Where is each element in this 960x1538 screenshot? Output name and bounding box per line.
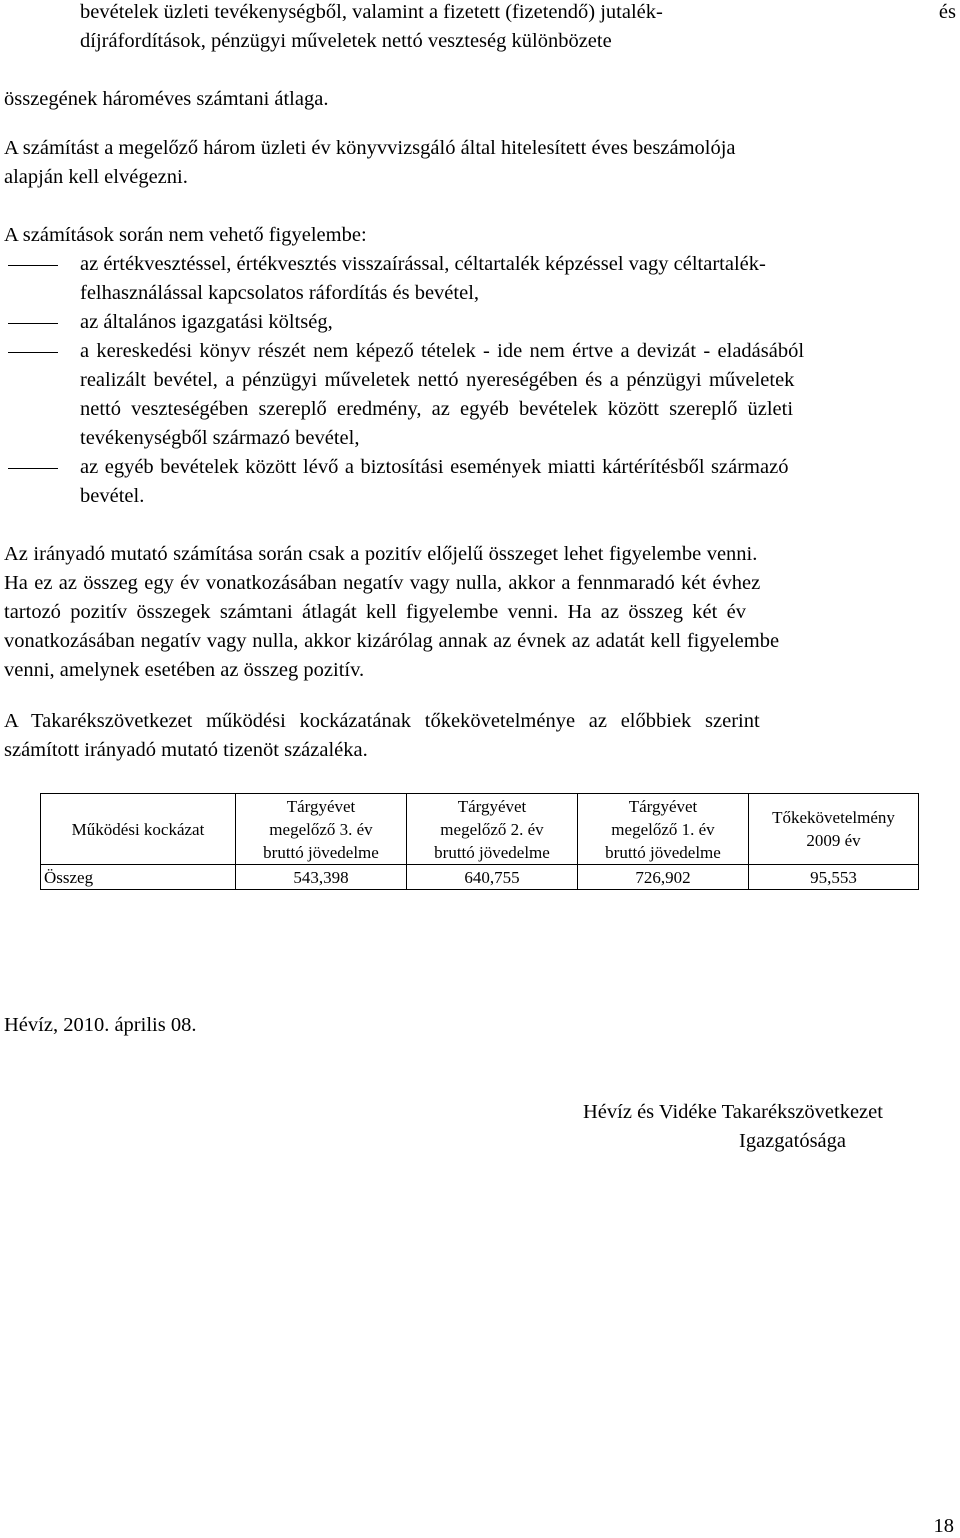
paragraph-3-line-2: Ha ez az összeg egy év vonatkozásában negatív vagy nulla, akkor a fennmaradó két évhez <box>4 572 761 594</box>
cell-year-minus-1: 726,902 <box>578 865 749 890</box>
header-year-minus-2-line-1: Tárgyévet <box>457 796 527 816</box>
exclusion-item-3-line-4: tevékenységből származó bevétel, <box>80 427 360 449</box>
header-year-minus-3 <box>236 794 407 865</box>
page-number: 18 <box>933 1515 954 1537</box>
paragraph-3-line-5: venni, amelynek esetében az összeg pozitív. <box>4 659 365 681</box>
header-year-minus-3-line-2: megelőző 3. év <box>269 819 373 839</box>
paragraph-4-line-2: számított irányadó mutató tizenöt százaléka. <box>4 739 368 761</box>
table-header-row <box>41 794 919 865</box>
exclusion-item-1-line-1: az értékvesztéssel, értékvesztés visszaírással, céltartalék képzéssel vagy céltartalék- <box>80 253 766 275</box>
signature-organization: Hévíz és Vidéke Takarékszövetkezet <box>583 1101 883 1123</box>
cell-capital-requirement: 95,553 <box>749 865 919 890</box>
paragraph-3-line-1: Az irányadó mutató számítása során csak a pozitív előjelű összeget lehet figyelembe venni. <box>4 543 758 565</box>
exclusions-intro: A számítások során nem vehető figyelembe: <box>4 224 367 246</box>
header-year-minus-3-line-1: Tárgyévet <box>286 796 356 816</box>
row-label-total: Összeg <box>41 865 236 890</box>
header-capital-requirement-line-2: 2009 év <box>806 831 861 850</box>
paragraph-3-line-3: tartozó pozitív összegek számtani átlagát kell figyelembe venni. Ha az összeg két év <box>4 601 747 623</box>
list-dash-3 <box>8 352 58 353</box>
cell-year-minus-3: 543,398 <box>236 865 407 890</box>
table-row <box>41 865 919 890</box>
list-dash-4 <box>8 468 58 469</box>
header-year-minus-2-line-3: bruttó jövedelme <box>434 842 550 862</box>
header-operational-risk: Működési kockázat <box>41 794 236 865</box>
exclusion-item-3-line-3: nettó veszteségében szereplő eredmény, az egyéb bevételek között szereplő üzleti <box>80 398 794 420</box>
exclusion-item-3-line-2: realizált bevétel, a pénzügyi műveletek nettó nyereségében és a pénzügyi műveletek <box>80 369 795 391</box>
paragraph-1-line-1-text: bevételek üzleti tevékenységből, valamint a fizetett (fizetendő) jutalék- <box>80 1 663 23</box>
operational-risk-table <box>40 793 919 890</box>
header-year-minus-3-line-3: bruttó jövedelme <box>263 842 379 862</box>
header-year-minus-2-line-2: megelőző 2. év <box>440 819 544 839</box>
signature-body: Igazgatósága <box>739 1130 846 1152</box>
header-year-minus-1-line-1: Tárgyévet <box>628 796 698 816</box>
header-year-minus-1 <box>578 794 749 865</box>
paragraph-1-line-3: összegének hároméves számtani átlaga. <box>4 88 329 110</box>
exclusion-item-3-line-1-text: a kereskedési könyv részét nem képező tételek - ide nem értve a devizát - eladásából <box>80 340 805 362</box>
header-year-minus-2 <box>407 794 578 865</box>
paragraph-2-line-2: alapján kell elvégezni. <box>4 166 188 188</box>
header-year-minus-1-line-2: megelőző 1. év <box>611 819 715 839</box>
header-capital-requirement-line-1: Tőkekövetelmény <box>772 808 895 827</box>
paragraph-1-line-1 <box>80 0 956 24</box>
exclusion-item-3-line-1 <box>80 339 956 363</box>
exclusion-item-1-line-2: felhasználással kapcsolatos ráfordítás és bevétel, <box>80 282 480 304</box>
paragraph-1-line-2: díjráfordítások, pénzügyi műveletek nettó veszteség különbözete <box>80 30 612 52</box>
header-capital-requirement <box>749 794 919 865</box>
paragraph-2-line-1: A számítást a megelőző három üzleti év könyvvizsgáló által hitelesített éves beszámolója <box>4 137 736 159</box>
paragraph-4-line-1: A Takarékszövetkezet működési kockázatának tőkekövetelménye az előbbiek szerint <box>4 710 760 732</box>
list-dash-1 <box>8 265 58 266</box>
header-year-minus-1-line-3: bruttó jövedelme <box>605 842 721 862</box>
exclusion-item-4-line-1: az egyéb bevételek között lévő a biztosítási események miatti kártérítésből származó <box>80 456 789 478</box>
list-dash-2 <box>8 323 58 324</box>
cell-year-minus-2: 640,755 <box>407 865 578 890</box>
exclusion-item-2-line-1: az általános igazgatási költség, <box>80 311 333 333</box>
paragraph-1-line-1-end: és <box>938 1 956 23</box>
paragraph-3-line-4: vonatkozásában negatív vagy nulla, akkor kizárólag annak az évnek az adatát kell figyelembe <box>4 630 780 652</box>
place-date: Hévíz, 2010. április 08. <box>4 1014 197 1036</box>
exclusion-item-4-line-2: bevétel. <box>80 485 145 507</box>
